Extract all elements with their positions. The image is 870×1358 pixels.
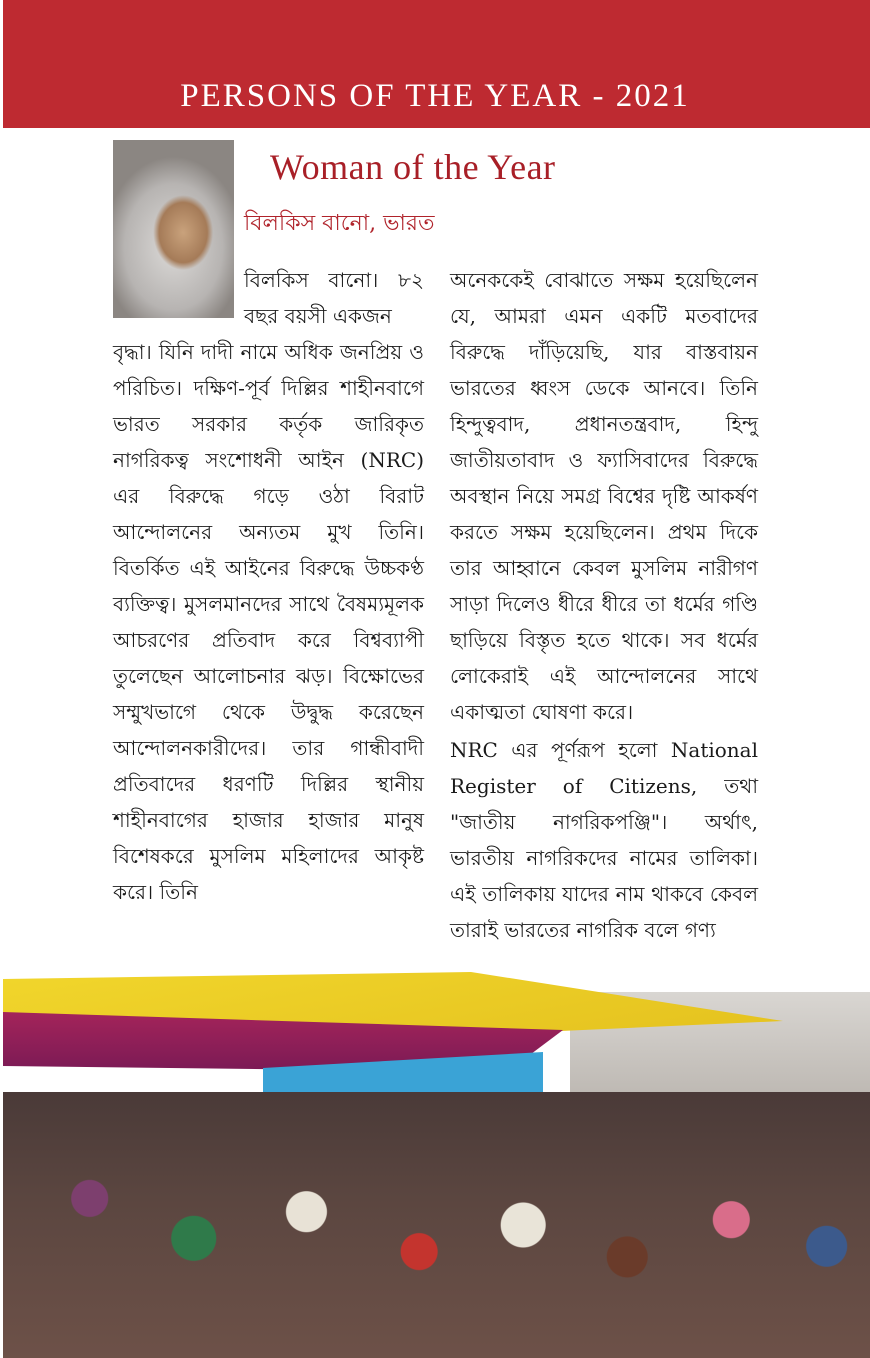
article-intro-text: বিলকিস বানো। ৮২ বছর বয়সী একজন [244, 268, 424, 328]
article-left-text: বৃদ্ধা। যিনি দাদী নামে অধিক জনপ্রিয় ও পরিচিত। দক্ষিণ-পূর্ব দিল্লির শাহীনবাগে ভারত সরকার কর্তৃক জারিকৃত নাগরিকত্ব সংশোধনী আইন (NRC) এর বিরুদ্ধে গড়ে ওঠা বিরাট আন্দোলনের অন্যতম মুখ তিনি। বিতর্কিত এই আইনের বিরুদ্ধে উচ্চকণ্ঠ ব্যক্তিত্ব। মুসলমানদের সাথে বৈষম্যমূলক আচরণের প্রতিবাদ করে বিশ্বব্যাপী তুলেছেন আলোচনার ঝড়। বিক্ষোভের সম্মুখভাগে থেকে উদ্বুদ্ধ করেছেন আন্দোলনকারীদের। তার গান্ধীবাদী প্রতিবাদের ধরণটি দিল্লির স্থানীয় শাহীনবাগের হাজার হাজার মানুষ বিশেষকরে মুসলিম মহিলাদের আকৃষ্ট করে। তিনি [113, 340, 424, 904]
protest-photo [3, 972, 870, 1358]
section-title: Woman of the Year [270, 147, 556, 187]
article-left-column [113, 334, 424, 910]
article-right-para-2: NRC এর পূর্ণরূপ হলো National Register of Citizens, তথা "জাতীয় নাগরিকপঞ্জি"। অর্থাৎ, ভারতীয় নাগরিকদের নামের তালিকা। এই তালিকায় যাদের নাম থাকবে কেবল তারাই ভারতের নাগরিক বলে গণ্য [450, 738, 758, 942]
page-title: PERSONS OF THE YEAR - 2021 [180, 78, 690, 114]
article-left-intro [244, 262, 424, 334]
article-right-para-1: অনেককেই বোঝাতে সক্ষম হয়েছিলেন যে, আমরা এমন একটি মতবাদের বিরুদ্ধে দাঁড়িয়েছি, যার বাস্তবায়ন ভারতের ধ্বংস ডেকে আনবে। তিনি হিন্দুত্ববাদ, প্রধানতন্ত্রবাদ, হিন্দু জাতীয়তাবাদ ও ফ্যাসিবাদের বিরুদ্ধে অবস্থান নিয়ে সমগ্র বিশ্বের দৃষ্টি আকর্ষণ করতে সক্ষম হয়েছিলেন। প্রথম দিকে তার আহ্বানে কেবল মুসলিম নারীগণ সাড়া দিলেও ধীরে ধীরে তা ধর্মের গণ্ডি ছাড়িয়ে বিস্তৃত হতে থাকে। সব ধর্মের লোকেরাই এই আন্দোলনের সাথে একাত্মতা ঘোষণা করে। [450, 268, 758, 724]
portrait-photo [113, 140, 234, 318]
person-name: বিলকিস বানো, ভারত [244, 211, 435, 236]
article-right-column [450, 262, 758, 948]
photo-crowd [3, 1092, 870, 1358]
